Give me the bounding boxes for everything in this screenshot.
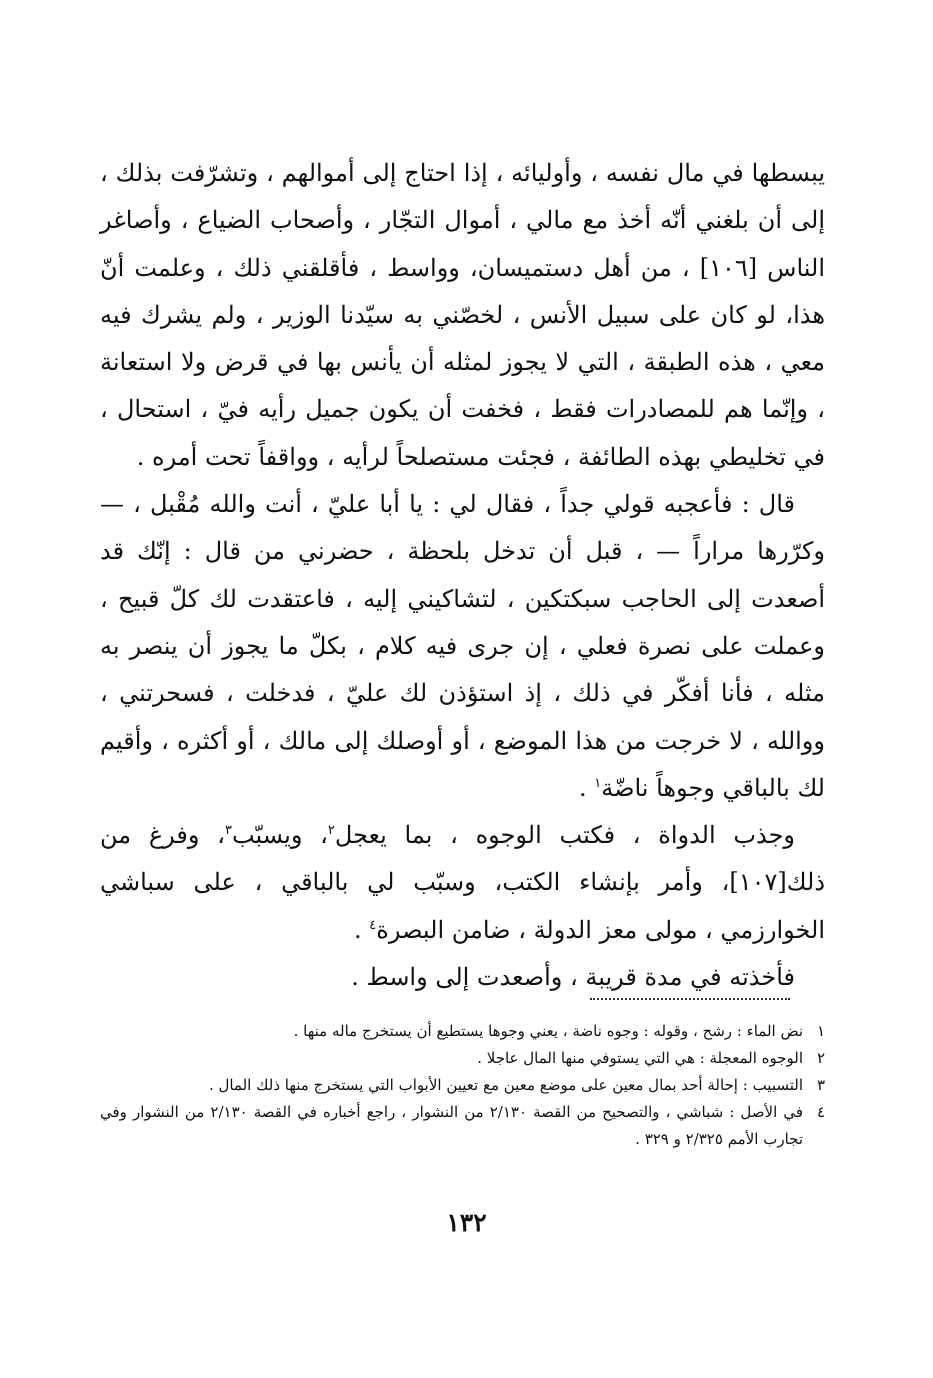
body-paragraph [100,812,825,954]
footnote-text: التسبيب : إحالة أحد بمال معين على موضع معين مع تعيين الأبواب التي يستخرج منها ذلك المال . [208,1076,803,1094]
footnote-text: الوجوه المعجلة : هي التي يستوفي منها المال عاجلا . [477,1049,803,1067]
body-paragraph [100,954,825,1001]
page-number: ١٣٢ [446,1208,487,1237]
paragraph-text: وجذب الدواة ، فكتب الوجوه ، بما يعجل [334,821,795,850]
footnote-reference: ٢ [327,823,335,839]
body-paragraph [100,150,825,481]
paragraph-text: ، وفرغ من ذلك[١٠٧]، وأمر بإنشاء الكتب، وسبّب لي بالباقي ، على سباشي الخوارزمي ، مولى معز الدولة ، ضامن البصرة [100,821,826,944]
footnote [100,1018,825,1045]
paragraph-text: . [354,915,370,944]
footnote-separator [590,998,790,1000]
footnote-text: نض الماء : رشح ، وقوله : وجوه ناضة ، يعني وجوها يستطيع أن يستخرج ماله منها . [293,1022,803,1040]
footnote [100,1099,825,1153]
footnote-number: ٤ [816,1103,825,1121]
footnote-reference: ٣ [224,823,232,839]
paragraph-text: قال : فأعجبه قولي جداً ، فقال لي : يا أبا عليّ ، أنت والله مُقْبل ، — وكرّرها مراراً — ، قبل أن تدخل بلحظة ، حضرني من قال : إنّك قد أصعدت إلى الحاجب سبكتكين ، لتشاكيني إليه ، فاعتقدت لك كلّ قبيح ، وعملت على نصرة فعلي ، إن جرى فيه كلام ، بكلّ ما يجوز أن ينصر به مثله ، فأنا أفكّر في ذلك ، إذ استؤذن لك عليّ ، فدخلت ، فسحرتني ، ووالله ، لا خرجت من هذا الموضع ، أو أوصلك إلى مالك ، أو أكثره ، وأقيم لك بالباقي وجوهاً ناضّة [100,490,826,802]
footnotes [100,1018,825,1153]
paragraph-text: فأخذته في مدة قريبة ، وأصعدت إلى واسط . [351,963,795,992]
footnote [100,1072,825,1099]
main-text [100,150,825,1001]
footnote-text: في الأصل : شباشي ، والتصحيح من القصة ٢/١٣٠ من النشوار ، راجع أخباره في القصة ٢/١٣٠ من النشوار وفي تجارب الأمم ٢/٣٢٥ و ٣٢٩ . [100,1103,803,1148]
paragraph-text: يبسطها في مال نفسه ، وأوليائه ، إذا احتاج إلى أموالهم ، وتشرّفت بذلك ، إلى أن بلغني أنّه أخذ مع مالي ، أموال التجّار ، وأصحاب الضياع ، وأصاغر الناس [١٠٦] ، من أهل دستميسان، وواسط ، فأقلقني ذلك ، وعلمت أنّ هذا، لو كان على سبيل الأنس ، لخصّني به سيّدنا الوزير ، ولم يشرك فيه معي ، هذه الطبقة ، التي لا يجوز لمثله أن يأنس بها في قرض ولا استعانة ، وإنّما هم للمصادرات فقط ، فخفت أن يكون جميل رأيه فيّ ، استحال ، في تخليطي بهذه الطائفة ، فجئت مستصلحاً لرأيه ، وواقفاً تحت أمره . [100,159,826,471]
footnote-number: ٢ [816,1049,825,1067]
footnote [100,1045,825,1072]
paragraph-text: ، ويسبّب [231,821,328,850]
footnote-number: ٣ [816,1076,825,1094]
body-paragraph [100,481,825,812]
paragraph-text: . [578,773,595,802]
footnote-reference: ٤ [369,917,377,933]
footnote-reference: ١ [594,775,602,791]
footnote-number: ١ [816,1022,825,1040]
